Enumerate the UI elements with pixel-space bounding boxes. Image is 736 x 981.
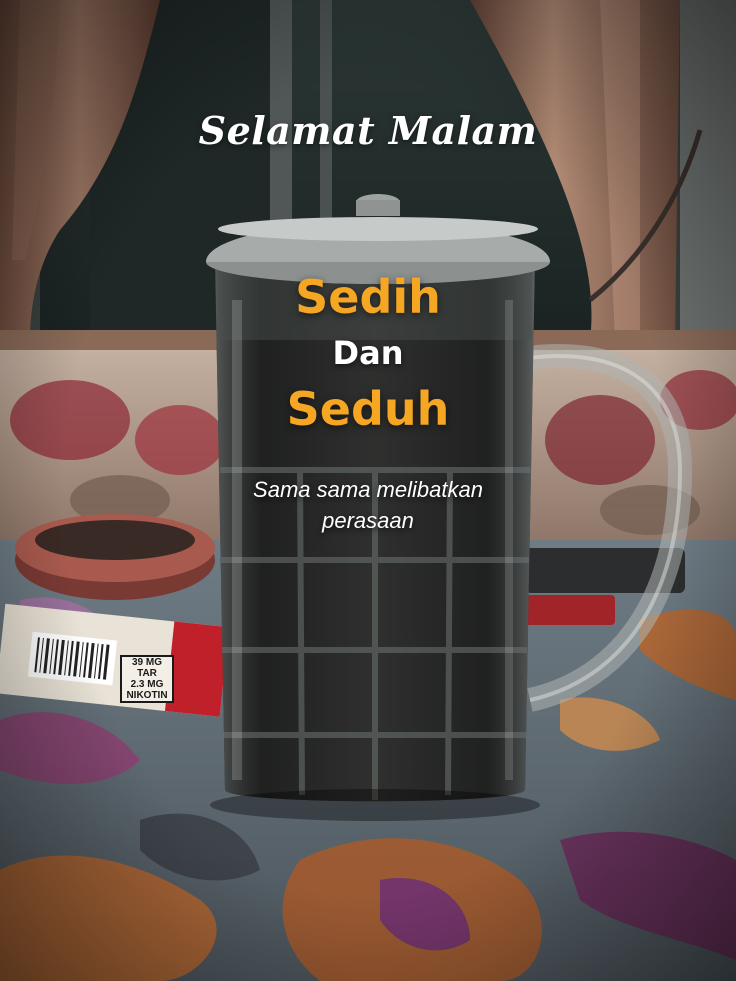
subtitle-line-2: perasaan [322, 508, 414, 533]
greeting-title: Selamat Malam [198, 108, 538, 153]
tar-label: TAR [137, 668, 157, 679]
headline-seduh: Seduh [286, 382, 450, 436]
headline-sedih: Sedih [295, 270, 441, 324]
headline-dan: Dan [332, 334, 404, 372]
nicotine-label: NIKOTIN [126, 690, 168, 701]
nicotine-value: 2.3 MG [130, 679, 164, 690]
tar-value: 39 MG [131, 657, 162, 668]
subtitle-line-1: Sama sama melibatkan [253, 477, 483, 502]
tar-nicotine-label [120, 655, 174, 703]
subtitle [0, 474, 736, 536]
